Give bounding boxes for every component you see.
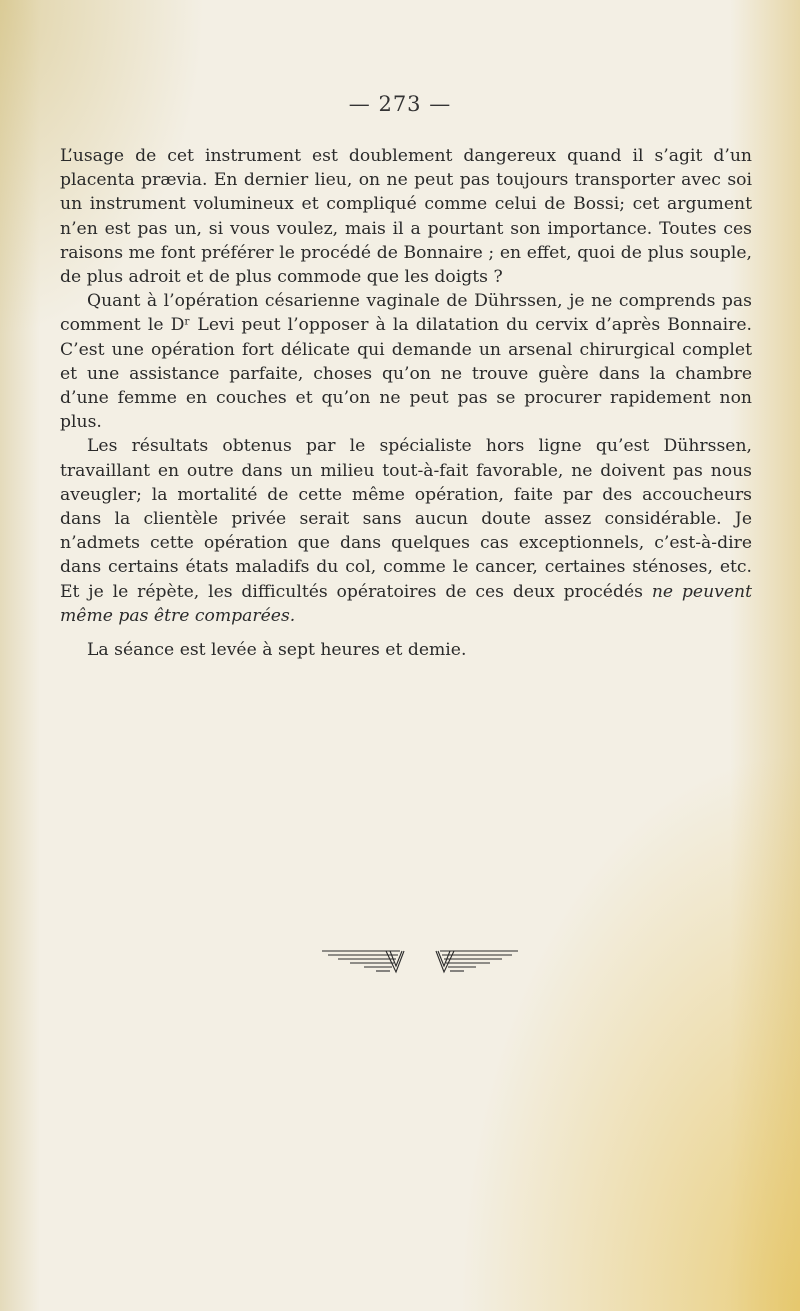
paragraph-1: L’usage de cet instrument est doublement dangereux quand il s’agit d’un placenta prævia. En dernier lieu, on ne peut pas toujours transporter avec soi un instrument volumineux et compliqué comme celui de Bossi; cet argument n’en est pas un, si vous voulez, mais il a pourtant son importance. Toutes ces raisons me font préférer le procédé de Bonnaire ; en effet, quoi de plus souple, de plus adroit et de plus commode que les doigts ?: [60, 146, 752, 288]
paragraph-2: Quant à l’opération césarienne vaginale de Dührssen, je ne comprends pas comment le Dʳ Levi peut l’opposer à la dilatation du cervix d’après Bonnaire. C’est une opération fort délicate qui demande un arsenal chirurgical complet et une assistance parfaite, choses qu’on ne trouve guère dans la chambre d’une femme en couches et qu’on ne peut pas se procurer rapidement non plus.: [60, 291, 752, 433]
paragraph-3-text: Les résultats obtenus par le spécialiste hors ligne qu’est Dührssen, travaillant en outre dans un milieu tout-à-fait favorable, ne doivent pas nous aveugler; la mortalité de cette même opération, faite par des accoucheurs dans la clientèle privée serait sans aucun doute assez considérable. Je n’admets cette opération que dans quelques cas exceptionnels, c’est-à-dire dans certains états maladifs du col, comme le cancer, certaines sténoses, etc. Et je le répète, les difficultés opératoires de ces deux procédés: [60, 436, 752, 602]
tailpiece-ornament-icon: [320, 948, 520, 978]
closing-line: La séance est levée à sept heures et demie.: [87, 640, 467, 661]
page-number: — 273 —: [348, 92, 452, 116]
paragraph-3-italic: ne peuvent même pas être comparées.: [60, 581, 752, 626]
body-text: [60, 144, 752, 662]
paragraph-3: [60, 434, 752, 628]
